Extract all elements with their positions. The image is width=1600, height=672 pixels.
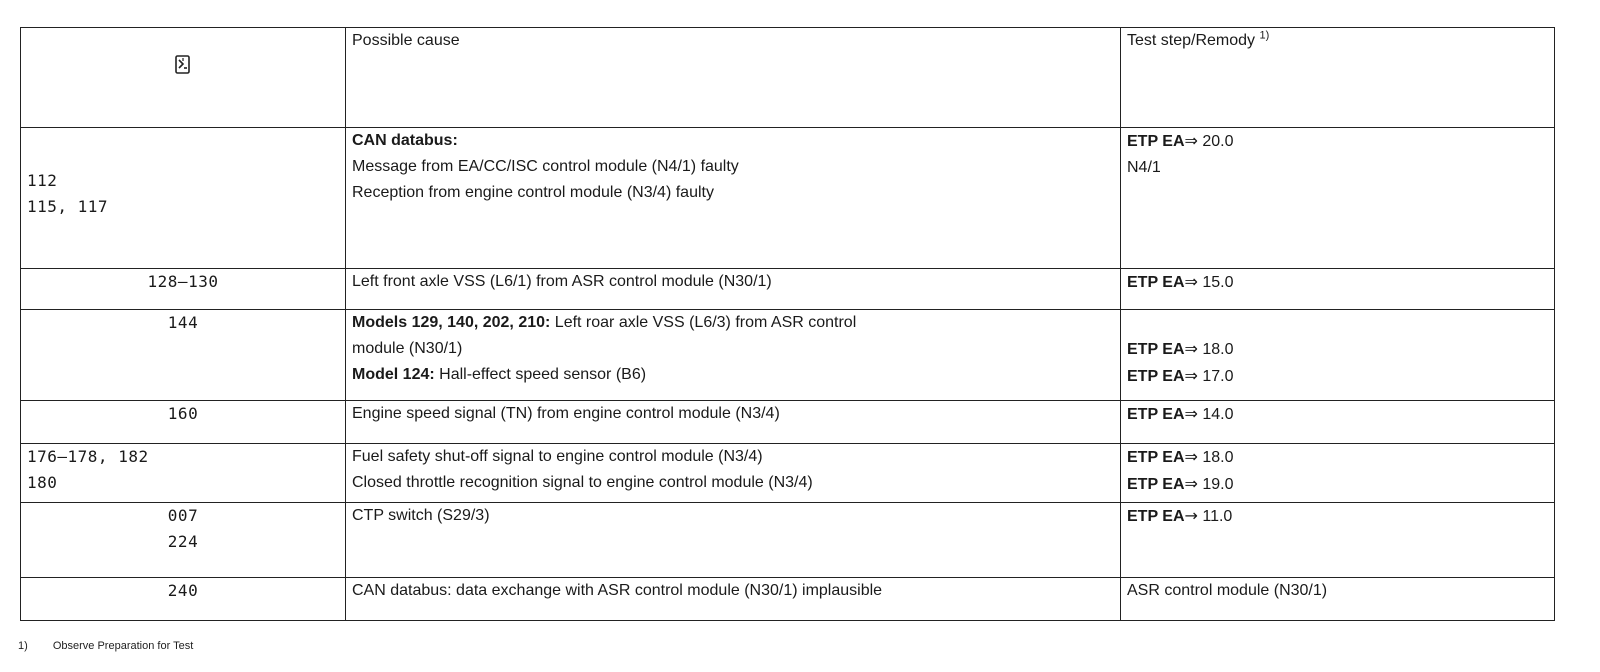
cause-cell xyxy=(346,444,1121,503)
model-label: Models 129, 140, 202, 210: xyxy=(352,314,551,331)
cause-cell xyxy=(346,401,1121,444)
arrow-icon: ⇒ xyxy=(1184,404,1198,423)
test-step-cell xyxy=(1121,578,1555,621)
cause-cell xyxy=(346,578,1121,621)
test-step-label: ETP EA xyxy=(1127,449,1185,466)
test-step-value: 15.0 xyxy=(1202,274,1234,291)
code-cell xyxy=(21,310,346,401)
test-step-label: ETP EA xyxy=(1127,406,1185,423)
cause-line: Engine speed signal (TN) from engine control module (N3/4) xyxy=(352,405,780,422)
code-cell xyxy=(21,128,346,269)
arrow-icon: ⇒ xyxy=(1184,447,1198,466)
test-step-value: 19.0 xyxy=(1202,476,1234,493)
test-step-value: 20.0 xyxy=(1202,133,1234,150)
code-cell xyxy=(21,503,346,578)
test-step-value: 18.0 xyxy=(1202,449,1234,466)
test-step-cell xyxy=(1121,128,1555,269)
fault-code: 144 xyxy=(167,313,199,332)
footnote-mark: 1) xyxy=(18,640,28,652)
arrow-icon: → xyxy=(1184,506,1198,525)
footnote-text: Observe Preparation for Test xyxy=(52,640,194,652)
code-cell xyxy=(21,444,346,503)
test-step-extra: N4/1 xyxy=(1127,159,1161,176)
test-step-value: 17.0 xyxy=(1202,368,1234,385)
fault-code: 160 xyxy=(167,404,199,423)
footnote xyxy=(18,640,193,652)
test-step-value: ASR control module (N30/1) xyxy=(1127,582,1328,599)
table-row xyxy=(21,401,1555,444)
cause-line: Left roar axle VSS (L6/3) from ASR control xyxy=(554,314,857,331)
cause-line: Hall-effect speed sensor (B6) xyxy=(439,366,647,383)
test-step-label: ETP EA xyxy=(1127,508,1185,525)
diagnostic-table-sheet xyxy=(20,27,1554,621)
fault-code: 180 xyxy=(27,473,58,492)
test-step-cell xyxy=(1121,310,1555,401)
table-row xyxy=(21,444,1555,503)
test-step-cell xyxy=(1121,269,1555,310)
test-step-value: 11.0 xyxy=(1202,508,1233,525)
cause-title: CAN databus: xyxy=(352,132,458,149)
fault-code: 128–130 xyxy=(147,272,219,291)
cause-cell xyxy=(346,269,1121,310)
test-step-label: ETP EA xyxy=(1127,133,1185,150)
header-test-step xyxy=(1121,28,1555,128)
table-row xyxy=(21,128,1555,269)
header-test-step-label: Test step/Remody xyxy=(1127,32,1256,49)
cause-line: Left front axle VSS (L6/1) from ASR control module (N30/1) xyxy=(352,273,772,290)
cause-line: module (N30/1) xyxy=(352,340,463,357)
diagnosis-code-icon xyxy=(174,55,192,75)
arrow-icon: ⇒ xyxy=(1184,339,1198,358)
table-header-row xyxy=(21,28,1555,128)
cause-cell xyxy=(346,128,1121,269)
arrow-icon: ⇒ xyxy=(1184,131,1198,150)
model-label: Model 124: xyxy=(352,366,435,383)
fault-code: 115, 117 xyxy=(27,197,109,216)
cause-line: CAN databus: data exchange with ASR control module (N30/1) implausible xyxy=(352,582,883,599)
test-step-cell xyxy=(1121,444,1555,503)
test-step-label: ETP EA xyxy=(1127,368,1185,385)
cause-line: Reception from engine control module (N3/4) faulty xyxy=(352,184,714,201)
fault-code: 240 xyxy=(167,581,199,600)
test-step-value: 14.0 xyxy=(1202,406,1234,423)
test-step-cell xyxy=(1121,503,1555,578)
arrow-icon: ⇒ xyxy=(1184,272,1198,291)
arrow-icon: ⇒ xyxy=(1184,366,1198,385)
cause-line: Message from EA/CC/ISC control module (N4/1) faulty xyxy=(352,158,739,175)
cause-line: CTP switch (S29/3) xyxy=(352,507,490,524)
table-row xyxy=(21,578,1555,621)
test-step-label: ETP EA xyxy=(1127,341,1185,358)
header-footnote-ref: 1) xyxy=(1259,29,1270,42)
cause-cell xyxy=(346,310,1121,401)
test-step-label: ETP EA xyxy=(1127,274,1185,291)
test-step-cell xyxy=(1121,401,1555,444)
cause-line: Fuel safety shut-off signal to engine control module (N3/4) xyxy=(352,448,763,465)
code-cell xyxy=(21,578,346,621)
cause-cell xyxy=(346,503,1121,578)
header-code-cell xyxy=(21,28,346,128)
table-row xyxy=(21,503,1555,578)
code-cell xyxy=(21,269,346,310)
fault-code: 224 xyxy=(167,532,199,551)
table-row xyxy=(21,269,1555,310)
arrow-icon: ⇒ xyxy=(1184,474,1198,493)
fault-code: 112 xyxy=(27,171,58,190)
cause-line: Closed throttle recognition signal to engine control module (N3/4) xyxy=(352,474,813,491)
code-cell xyxy=(21,401,346,444)
header-possible-cause xyxy=(346,28,1121,128)
test-step-value: 18.0 xyxy=(1202,341,1234,358)
header-possible-cause-label: Possible cause xyxy=(352,32,460,49)
table-row xyxy=(21,310,1555,401)
test-step-label: ETP EA xyxy=(1127,476,1185,493)
fault-code: 007 xyxy=(167,506,199,525)
fault-code: 176–178, 182 xyxy=(27,447,149,466)
diagnostic-trouble-code-table xyxy=(20,27,1555,621)
